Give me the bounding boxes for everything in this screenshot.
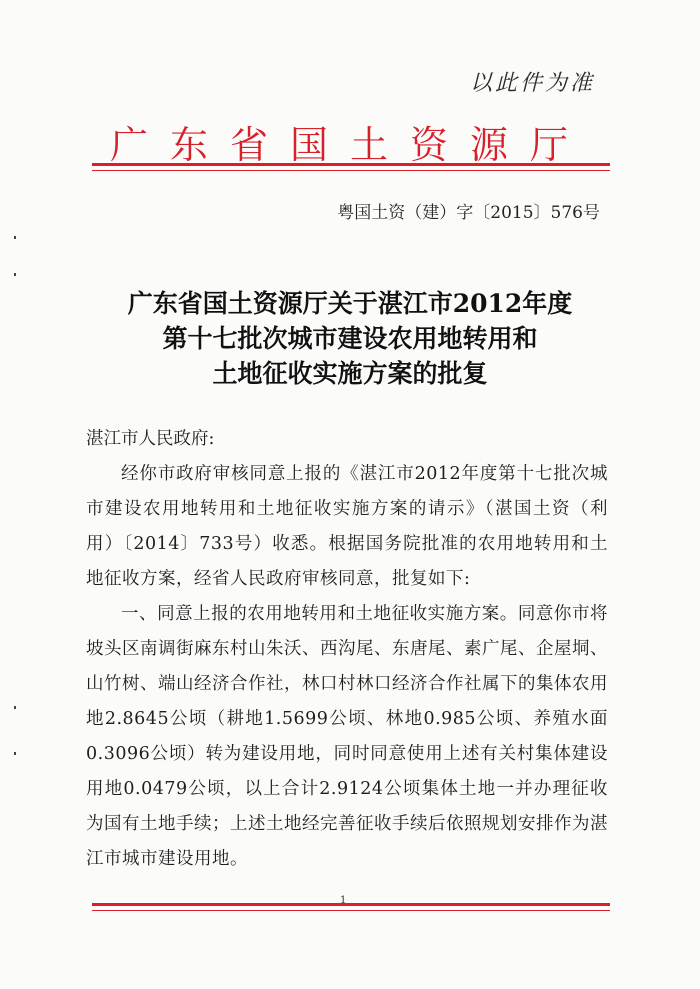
document-body: [86, 422, 608, 877]
scan-artifact-mark: [14, 752, 16, 755]
header-red-rule: [92, 163, 610, 171]
body-paragraph: 一、同意上报的农用地转用和土地征收实施方案。同意你市将坡头区南调街麻东村山朱沃、西沟尾、东唐尾、素广尾、企屋垌、山竹树、端山经济合作社，林口村林口经济合作社属下的集体农用地2.8645公顷（耕地1.5699公顷、林地0.985公顷、养殖水面0.3096公顷）转为建设用地，同时同意使用上述有关村集体建设用地0.0479公顷，以上合计2.9124公顷集体土地一并办理征收为国有土地手续；上述土地经完善征收手续后依照规划安排作为湛江市城市建设用地。: [86, 604, 608, 869]
page-number: 1: [340, 895, 347, 906]
scan-artifact-mark: [14, 236, 16, 239]
issuing-organization: 广东省国土资源厅: [109, 123, 590, 167]
scan-artifact-mark: [14, 706, 16, 709]
document-number: 粤国土资（建）字〔2015〕576号: [337, 203, 600, 223]
title-line: 广东省国土资源厅关于湛江市2012年度: [127, 289, 573, 318]
scan-artifact-mark: [14, 273, 16, 276]
handwritten-stamp-note: 以此件为准: [470, 71, 596, 96]
body-paragraph: 经你市政府审核同意上报的《湛江市2012年度第十七批次城市建设农用地转用和土地征收实施方案的请示》（湛国土资（利用）〔2014〕733号）收悉。根据国务院批准的农用地转用和土地征收方案，经省人民政府审核同意，批复如下:: [86, 464, 608, 589]
footer-red-rule: [92, 903, 610, 911]
title-line: 土地征收实施方案的批复: [212, 359, 488, 388]
title-line: 第十七批次城市建设农用地转用和: [162, 324, 538, 353]
salutation: 湛江市人民政府:: [86, 429, 215, 449]
document-title: [80, 286, 620, 391]
